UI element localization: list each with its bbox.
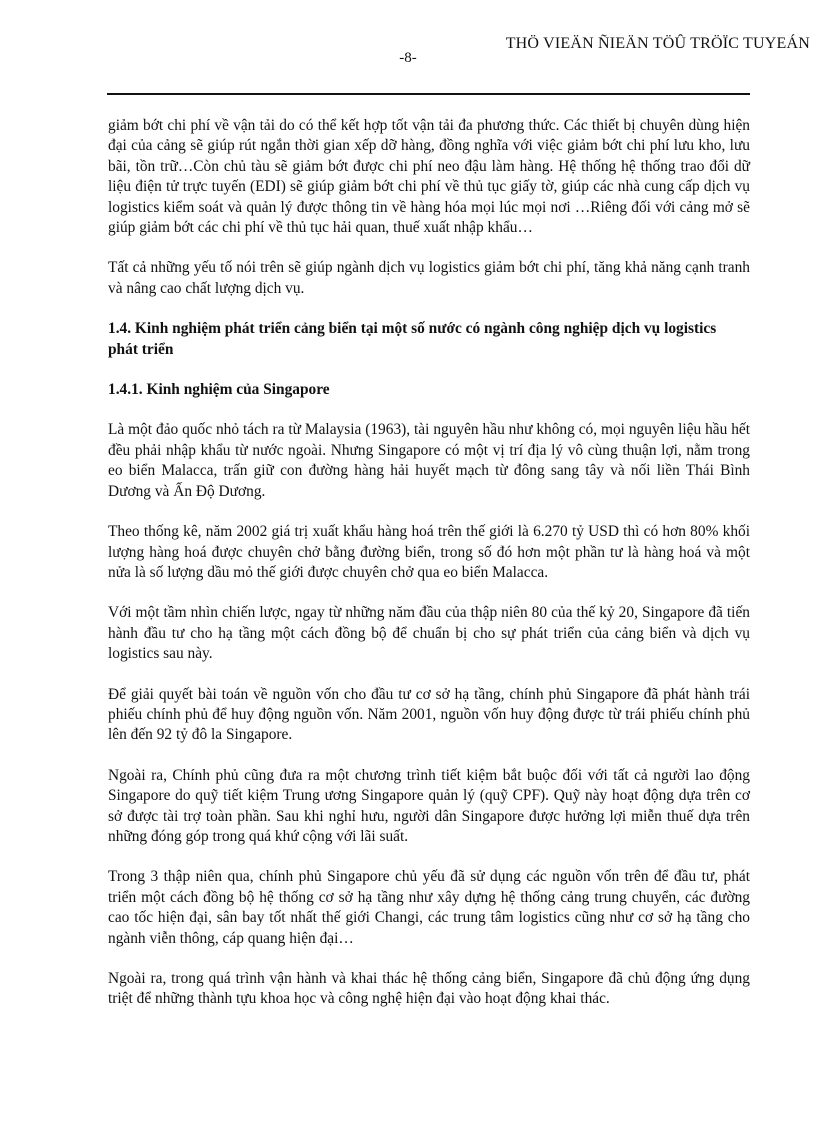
section-heading-1-4: 1.4. Kinh nghiệm phát triển cảng biển tại một số nước có ngành công nghiệp dịch vụ logistics phát triển — [108, 320, 717, 358]
paragraph-infrastructure: Trong 3 thập niên qua, chính phủ Singapore chủ yếu đã sử dụng các nguồn vốn trên để đầu tư, phát triển một cách đồng bộ hệ thống cơ sở hạ tầng như xây dựng hệ thống cảng trung chuyển, các đường cao tốc hiện đại, sân bay tốt nhất thế giới Changi, các trung tâm logistics cũng như cơ sở hạ tầng cho ngành viễn thông, cáp quang hiện đại… — [108, 868, 750, 947]
paragraph-government-bonds: Để giải quyết bài toán về nguồn vốn cho đầu tư cơ sở hạ tầng, chính phủ Singapore đã phát hành trái phiếu chính phủ để huy động nguồn vốn. Năm 2001, nguồn vốn huy động được từ trái phiếu chính phủ lên đến 92 tỷ đô la Singapore. — [108, 685, 750, 744]
page-number: -8- — [399, 50, 417, 66]
paragraph-summary: Tất cả những yếu tố nói trên sẽ giúp ngành dịch vụ logistics giảm bớt chi phí, tăng khả năng cạnh tranh và nâng cao chất lượng dịch vụ. — [108, 259, 750, 297]
paragraph-technology: Ngoài ra, trong quá trình vận hành và khai thác hệ thống cảng biển, Singapore đã chủ động ứng dụng triệt để những thành tựu khoa học và công nghệ hiện đại vào hoạt động khai thác. — [108, 970, 750, 1008]
library-header-title: THÖ VIEÄN ÑIEÄN TÖÛ TRÖÏC TUYEÁN — [505, 35, 810, 52]
paragraph-singapore-geography: Là một đảo quốc nhỏ tách ra từ Malaysia (1963), tài nguyên hầu như không có, mọi nguyên liệu hầu hết đều phải nhập khẩu từ nước ngoài. Nhưng Singapore có một vị trí địa lý vô cùng thuận lợi, nằm trong eo biển Malacca, trấn giữ con đường hàng hải huyết mạch từ đông sang tây và nối liền Thái Bình Dương và Ấn Độ Dương. — [108, 421, 750, 500]
paragraph-cost-reduction: giảm bớt chi phí về vận tải do có thể kết hợp tốt vận tải đa phương thức. Các thiết bị chuyên dùng hiện đại của cảng sẽ giúp rút ngắn thời gian xếp dỡ hàng, đồng nghĩa với việc giảm bớt chi phí lưu kho, lưu bãi, tồn trữ…Còn chủ tàu sẽ giảm bớt được chi phí neo đậu làm hàng. Hệ thống hệ thống trao đổi dữ liệu điện tử trực tuyến (EDI) sẽ giúp giảm bớt chi phí về thủ tục giấy tờ, giúp các nhà cung cấp dịch vụ logistics kiểm soát và quản lý được thông tin về hàng hóa mọi lúc mọi nơi …Riêng đối với cảng mở sẽ giúp giảm bớt các chi phí về thủ tục hải quan, thuế xuất nhập khẩu… — [108, 117, 750, 237]
paragraph-statistics: Theo thống kê, năm 2002 giá trị xuất khẩu hàng hoá trên thế giới là 6.270 tỷ USD thì có hơn 80% khối lượng hàng hoá được chuyên chở bằng đường biển, trong số đó hơn một phần tư là hàng hoá và một nửa là số lượng dầu mỏ thế giới được chuyên chở qua eo biển Malacca. — [108, 523, 750, 581]
header-divider — [107, 93, 750, 95]
paragraph-strategic-vision: Với một tầm nhìn chiến lược, ngay từ những năm đầu của thập niên 80 của thế kỷ 20, Singapore đã tiến hành đầu tư cho hạ tầng một cách đồng bộ để chuẩn bị cho sự phát triển của cảng biển và dịch vụ logistics sau này. — [108, 604, 750, 663]
subsection-heading-1-4-1: 1.4.1. Kinh nghiệm của Singapore — [108, 381, 330, 399]
document-body — [108, 116, 750, 1030]
paragraph-cpf-fund: Ngoài ra, Chính phủ cũng đưa ra một chương trình tiết kiệm bắt buộc đối với tất cả người lao động Singapore do quỹ tiết kiệm Trung ương Singapore quản lý (quỹ CPF). Quỹ này hoạt động dựa trên cơ sở được tài trợ toàn phần. Sau khi nghỉ hưu, người dân Singapore được hưởng lợi miễn thuế dựa trên những đóng góp trong quá khứ cộng với lãi suất. — [108, 766, 750, 845]
